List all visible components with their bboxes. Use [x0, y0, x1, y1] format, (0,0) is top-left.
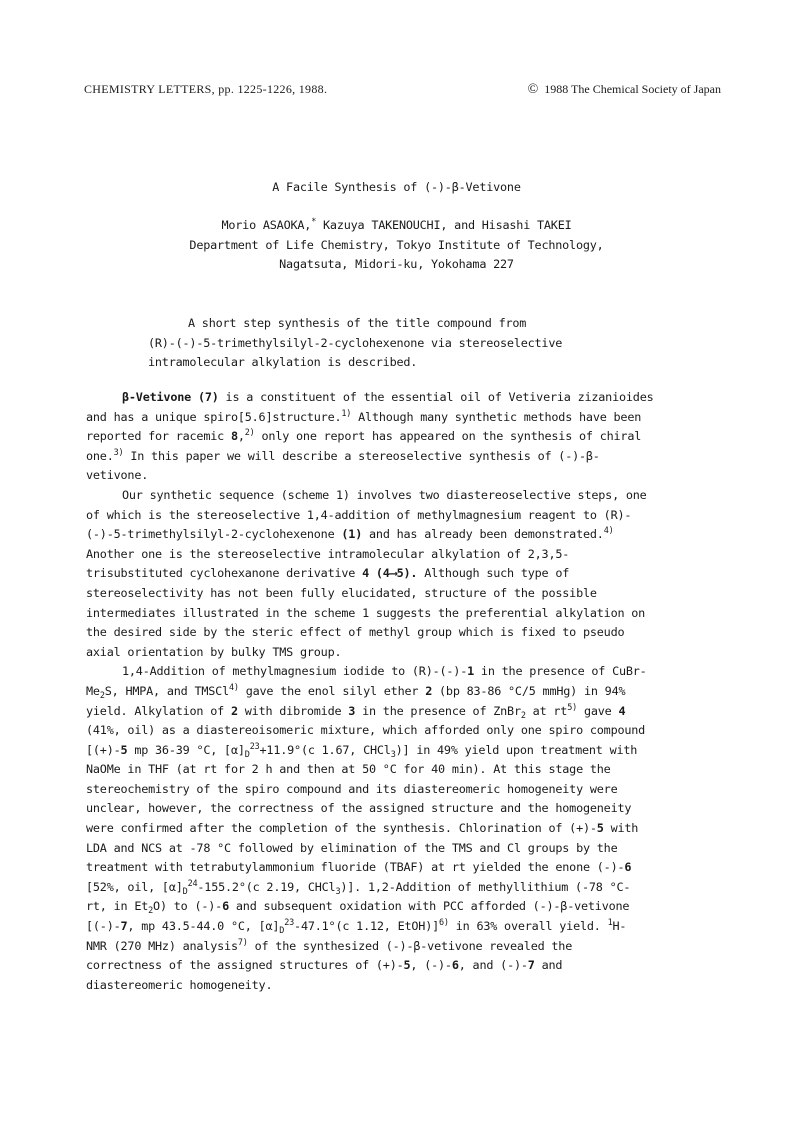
text-line: treatment with tetrabutylammonium fluoride (TBAF) at rt yielded the enone (-)-6 — [86, 860, 632, 875]
text-line: (41%, oil) as a diastereoisomeric mixture, which afforded only one spiro compound — [86, 723, 646, 738]
text-line: stereochemistry of the spiro compound and its diastereomeric homogeneity were — [86, 781, 618, 796]
text-line: (-)-5-trimethylsilyl-2-cyclohexenone (1) and has already been demonstrated.$^{4)}$ — [86, 526, 614, 542]
paragraph-3 — [86, 662, 726, 995]
text-line: Our synthetic sequence (scheme 1) involves two diastereoselective steps, one — [122, 487, 647, 502]
abstract-line: (R)-(-)-5-trimethylsilyl-2-cyclohexenone via stereoselective — [148, 335, 563, 350]
text-line: $Me_2S$, HMPA, and TMSCl$^{4)}$ gave the enol silyl ether 2 (bp 83-86 °C/5 mmHg) in 94% — [86, 682, 626, 701]
text-line: stereoselectivity has not been fully elucidated, structure of the possible — [86, 585, 597, 600]
journal-citation: CHEMISTRY LETTERS, pp. 1225-1226, 1988. — [84, 82, 328, 96]
text-line: yield. Alkylation of 2 with dibromide 3 in the presence of ZnBr$_2$ at $rt^{5)}$ gave 4 — [86, 702, 626, 721]
copyright-notice — [528, 82, 721, 98]
copyright-icon: © — [527, 82, 539, 97]
abstract-line: A short step synthesis of the title compound from — [188, 316, 527, 330]
text-line: 1,4-Addition of methylmagnesium iodide to (R)-(-)-1 in the presence of CuBr- — [122, 664, 647, 679]
text-line: of which is the stereoselective 1,4-addition of methylmagnesium reagent to (R)- — [86, 507, 632, 522]
abstract — [148, 314, 668, 373]
corresponding-author-mark: * — [311, 217, 317, 227]
paragraph-2 — [86, 486, 726, 662]
text-line: diastereomeric homogeneity. — [86, 977, 273, 992]
text-line: were confirmed after the completion of the synthesis. Chlorination of (+)-5 with — [86, 821, 639, 836]
text-line: reported for racemic 8,$^{2)}$ only one report has appeared on the synthesis of chiral — [86, 428, 642, 444]
reference-mark: 5) — [567, 702, 578, 713]
text-line: intermediates illustrated in the scheme 1 suggests the preferential alkylation on — [86, 605, 646, 620]
reference-mark: 3) — [113, 447, 124, 458]
text-line: unclear, however, the correctness of the assigned structure and the homogeneity — [86, 801, 632, 816]
text-line: the desired side by the steric effect of methyl group which is fixed to pseudo — [86, 625, 625, 640]
body-text — [86, 388, 726, 995]
text-line: NMR (270 MHz) analysis$^{7)}$ of the synthesized (-)-β-vetivone revealed the — [86, 937, 573, 953]
reference-mark: 1) — [341, 408, 352, 419]
text-line: Another one is the stereoselective intramolecular alkylation of 2,3,5- — [86, 546, 570, 561]
reference-mark: 4) — [228, 682, 239, 693]
text-line: and has a unique spiro[5.6]structure.$^{1)}$ Although many synthetic methods have been — [86, 408, 642, 424]
text-line: [(-)-7, mp 43.5-44.0 °C, $[\alpha]_D^{23}-47.1^\circ(c$ 1.12, EtOH)]$^{6)}$ in 63% overall yield. $^1$H- — [86, 918, 627, 937]
affiliation-line-2: Nagatsuta, Midori-ku, Yokohama 227 — [279, 257, 514, 271]
reference-mark: 7) — [237, 937, 248, 948]
text-line: trisubstituted cyclohexanone derivative 4 (4⟶5). Although such type of — [86, 566, 570, 581]
author-block — [0, 216, 793, 275]
reference-mark: 4) — [603, 526, 614, 537]
author-names: Morio ASAOKA,* Kazuya TAKENOUCHI, and Hisashi TAKEI — [221, 217, 572, 232]
text-line: vetivone. — [86, 468, 149, 483]
text-line: [(+)-5 mp 36-39 °C, $[\alpha]_D^{23}+11.9^\circ(c$ 1.67, CHCl$_3$)] in 49% yield upon treatment with — [86, 741, 638, 760]
paper-title: A Facile Synthesis of (-)-β-Vetivone — [272, 180, 521, 194]
text-line: LDA and NCS at -78 °C followed by elimination of the TMS and Cl groups by the — [86, 840, 618, 855]
copyright-text: 1988 The Chemical Society of Japan — [544, 82, 721, 96]
reference-mark: 6) — [439, 918, 449, 929]
affiliation-line-1: Department of Life Chemistry, Tokyo Institute of Technology, — [189, 237, 604, 252]
text-line: one.$^{3)}$ In this paper we will describe a stereoselective synthesis of (-)-β- — [86, 447, 600, 463]
text-line: axial orientation by bulky TMS group. — [86, 644, 342, 659]
text-line: [52%, oil, $[\alpha]_D^{24}-155.2^\circ(c$ 2.19, CHCl$_3$)]. 1,2-Addition of methyllithium (-78 °C- — [86, 878, 631, 897]
reference-mark: 2) — [244, 428, 255, 439]
abstract-line: intramolecular alkylation is described. — [148, 355, 418, 369]
text-line: correctness of the assigned structures of (+)-5, (-)-6, and (-)-7 and — [86, 958, 563, 973]
paragraph-1 — [86, 388, 726, 486]
text-line: rt, in $Et_2O$) to (-)-6 and subsequent oxidation with PCC afforded (-)-β-vetivone — [86, 899, 630, 917]
text-line: β-Vetivone (7) is a constituent of the essential oil of Vetiveria zizanioides — [122, 390, 654, 404]
text-line: NaOMe in THF (at rt for 2 h and then at 50 °C for 40 min). At this stage the — [86, 762, 611, 777]
